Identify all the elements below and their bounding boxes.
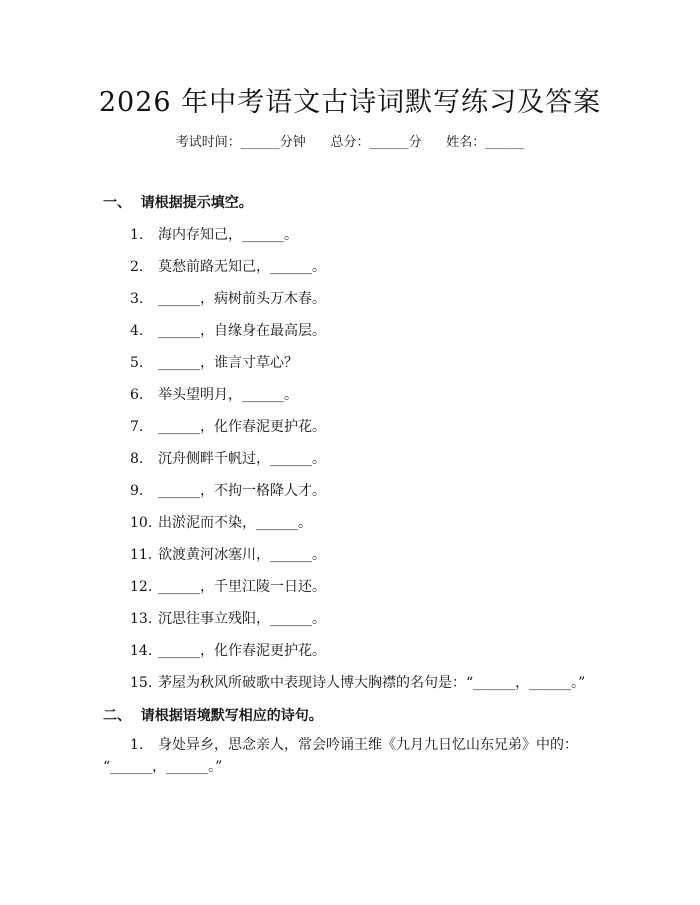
question-number: 1. xyxy=(130,737,144,753)
question-number: 5. xyxy=(130,355,144,371)
question-1 xyxy=(130,224,298,244)
question-4 xyxy=(130,320,326,340)
question-2 xyxy=(130,256,326,276)
question-text: ______，化作春泥更护花。 xyxy=(158,643,326,659)
question-text: 欲渡黄河冰塞川，______。 xyxy=(158,547,326,563)
question-text: 沉思往事立残阳，______。 xyxy=(158,611,326,627)
question-3 xyxy=(130,288,326,308)
question-text: ______，自缘身在最高层。 xyxy=(158,323,326,339)
question-number: 3. xyxy=(130,291,144,307)
question-text: 沉舟侧畔千帆过，______。 xyxy=(158,451,326,467)
exam-meta-line: 考试时间：______分钟 总分：______分 姓名：______ xyxy=(175,135,525,150)
question-7 xyxy=(130,416,326,436)
question-11 xyxy=(130,544,326,564)
section-2-question-1 xyxy=(103,734,603,756)
question-number: 4. xyxy=(130,323,144,339)
question-number: 2. xyxy=(130,259,144,275)
question-10 xyxy=(130,512,312,532)
question-13 xyxy=(130,608,326,628)
question-number: 6. xyxy=(130,387,144,403)
section-1-heading: 一、 请根据提示填空。 xyxy=(103,195,253,211)
question-text: ______，谁言寸草心？ xyxy=(158,355,298,371)
question-text: 茅屋为秋风所破歌中表现诗人博大胸襟的名句是：“______，______。” xyxy=(158,675,586,691)
question-9 xyxy=(130,480,326,500)
question-text: ______，病树前头万木春。 xyxy=(158,291,326,307)
question-number: 10. xyxy=(130,515,153,531)
question-number: 11. xyxy=(130,547,153,563)
question-number: 12. xyxy=(130,579,153,595)
question-number: 7. xyxy=(130,419,144,435)
question-8 xyxy=(130,448,326,468)
question-text: ______，千里江陵一日还。 xyxy=(158,579,326,595)
question-number: 9. xyxy=(130,483,144,499)
document-title: 2026 年中考语文古诗词默写练习及答案 xyxy=(98,87,602,118)
question-number: 8. xyxy=(130,451,144,467)
question-text: 身处异乡，思念亲人，常会吟诵王维《九月九日忆山东兄弟》中的： xyxy=(158,737,578,753)
question-5 xyxy=(130,352,298,372)
question-number: 15. xyxy=(130,675,153,691)
question-answer-blanks: “______，______。” xyxy=(103,759,223,775)
question-text: ______，化作春泥更护花。 xyxy=(158,419,326,435)
question-text: 出淤泥而不染，______。 xyxy=(158,515,312,531)
question-14 xyxy=(130,640,326,660)
question-number: 14. xyxy=(130,643,153,659)
question-12 xyxy=(130,576,326,596)
question-text: 莫愁前路无知己，______。 xyxy=(158,259,326,275)
question-text: 举头望明月，______。 xyxy=(158,387,298,403)
question-text: ______，不拘一格降人才。 xyxy=(158,483,326,499)
question-number: 13. xyxy=(130,611,153,627)
section-2-question-1-continuation xyxy=(103,756,603,778)
question-6 xyxy=(130,384,298,404)
question-number: 1. xyxy=(130,227,144,243)
question-text: 海内存知己，______。 xyxy=(158,227,298,243)
section-2-heading: 二、 请根据语境默写相应的诗句。 xyxy=(103,708,323,724)
question-15 xyxy=(130,672,585,692)
